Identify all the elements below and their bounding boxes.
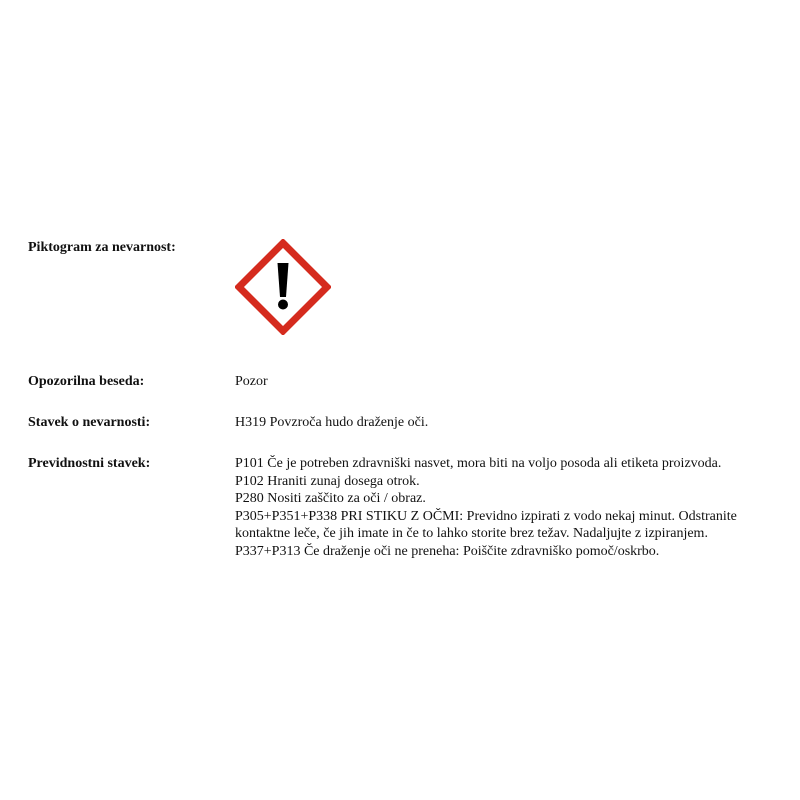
precautionary-line: P102 Hraniti zunaj dosega otrok. (235, 473, 420, 489)
hazard-statement-label: Stavek o nevarnosti: (28, 415, 151, 430)
signal-word-value: Pozor (235, 374, 268, 389)
precautionary-statement-list (235, 455, 737, 560)
precautionary-line: P337+P313 Če draženje oči ne preneha: Poiščite zdravniško pomoč/oskrbo. (235, 543, 660, 559)
precautionary-line: kontaktne leče, če jih imate in če to lahko storite brez težav. Nadaljujte z izpiranjem. (235, 526, 708, 541)
precautionary-statement-label: Previdnostni stavek: (28, 456, 151, 471)
precautionary-line: P101 Če je potreben zdravniški nasvet, mora biti na voljo posoda ali etiketa proizvoda. (235, 456, 722, 471)
signal-word-label: Opozorilna beseda: (28, 374, 145, 389)
precautionary-line: P280 Nositi zaščito za oči / obraz. (235, 491, 426, 506)
precautionary-line: P305+P351+P338 PRI STIKU Z OČMI: Previdno izpirati z vodo nekaj minut. Odstranite (235, 508, 737, 524)
pictogram-exclamation-dot (278, 300, 288, 310)
hazard-statement-value: H319 Povzroča hudo draženje oči. (235, 415, 429, 430)
ghs07-exclamation-mark-icon (235, 239, 331, 335)
pictogram-label: Piktogram za nevarnost: (28, 240, 176, 255)
